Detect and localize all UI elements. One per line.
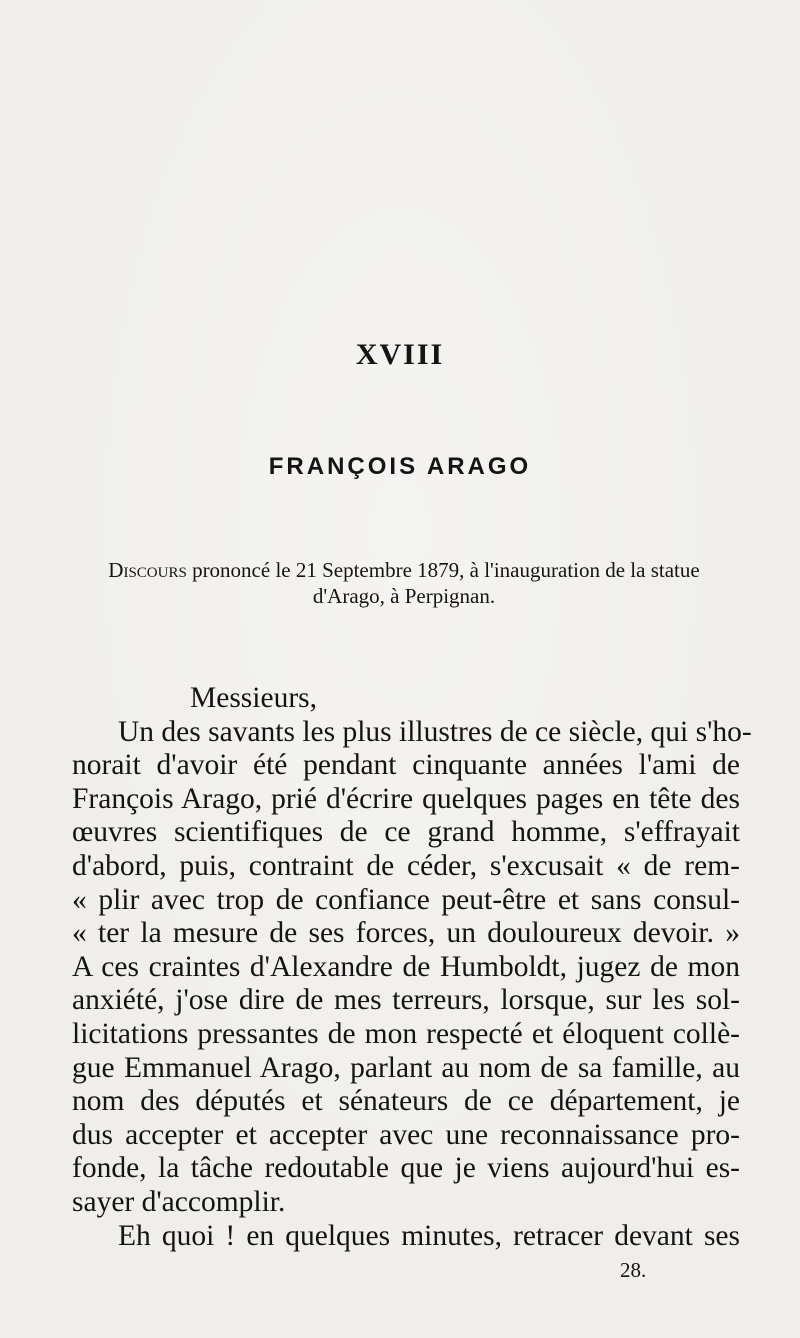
text-line: « ter la mesure de ses forces, un douloureux devoir. » xyxy=(72,917,740,950)
subtitle-line-1: prononcé le 21 Septembre 1879, à l'inauguration de la statue xyxy=(186,558,700,582)
text-line: œuvres scientifiques de ce grand homme, s'effrayait xyxy=(72,816,740,849)
text-line: sayer d'accomplir. xyxy=(72,1185,286,1218)
bleed-through-texture xyxy=(60,90,740,124)
text-line: nom des députés et sénateurs de ce département, je xyxy=(72,1085,740,1118)
text-line: Un des savants les plus illustres de ce siècle, qui s'ho- xyxy=(118,715,752,748)
text-line: Eh quoi ! en quelques minutes, retracer devant ses xyxy=(118,1219,740,1252)
chapter-subtitle xyxy=(68,557,740,609)
text-line: fonde, la tâche redoutable que je viens aujourd'hui es- xyxy=(72,1152,740,1185)
text-line: « plir avec trop de confiance peut-être et sans consul- xyxy=(72,883,740,916)
body-text xyxy=(72,682,752,1253)
chapter-title: FRANÇOIS ARAGO xyxy=(268,453,532,480)
text-line: A ces craintes d'Alexandre de Humboldt, jugez de mon xyxy=(72,950,740,983)
text-line: d'abord, puis, contraint de céder, s'excusait « de rem- xyxy=(72,849,740,882)
text-line: dus accepter et accepter avec une reconnaissance pro- xyxy=(72,1118,740,1151)
page-number: 28. xyxy=(620,1258,647,1282)
salutation: Messieurs, xyxy=(190,682,318,714)
chapter-number: XVIII xyxy=(355,338,445,371)
subtitle-lead: Discours xyxy=(108,558,187,582)
text-line: licitations pressantes de mon respecté et éloquent collè- xyxy=(72,1017,740,1050)
text-line: anxiété, j'ose dire de mes terreurs, lorsque, sur les sol- xyxy=(72,984,740,1017)
text-line: François Arago, prié d'écrire quelques pages en tête des xyxy=(72,782,740,815)
text-line: norait d'avoir été pendant cinquante années l'ami de xyxy=(72,749,740,782)
text-line: gue Emmanuel Arago, parlant au nom de sa famille, au xyxy=(72,1051,740,1084)
subtitle-line-2: d'Arago, à Perpignan. xyxy=(312,584,496,608)
